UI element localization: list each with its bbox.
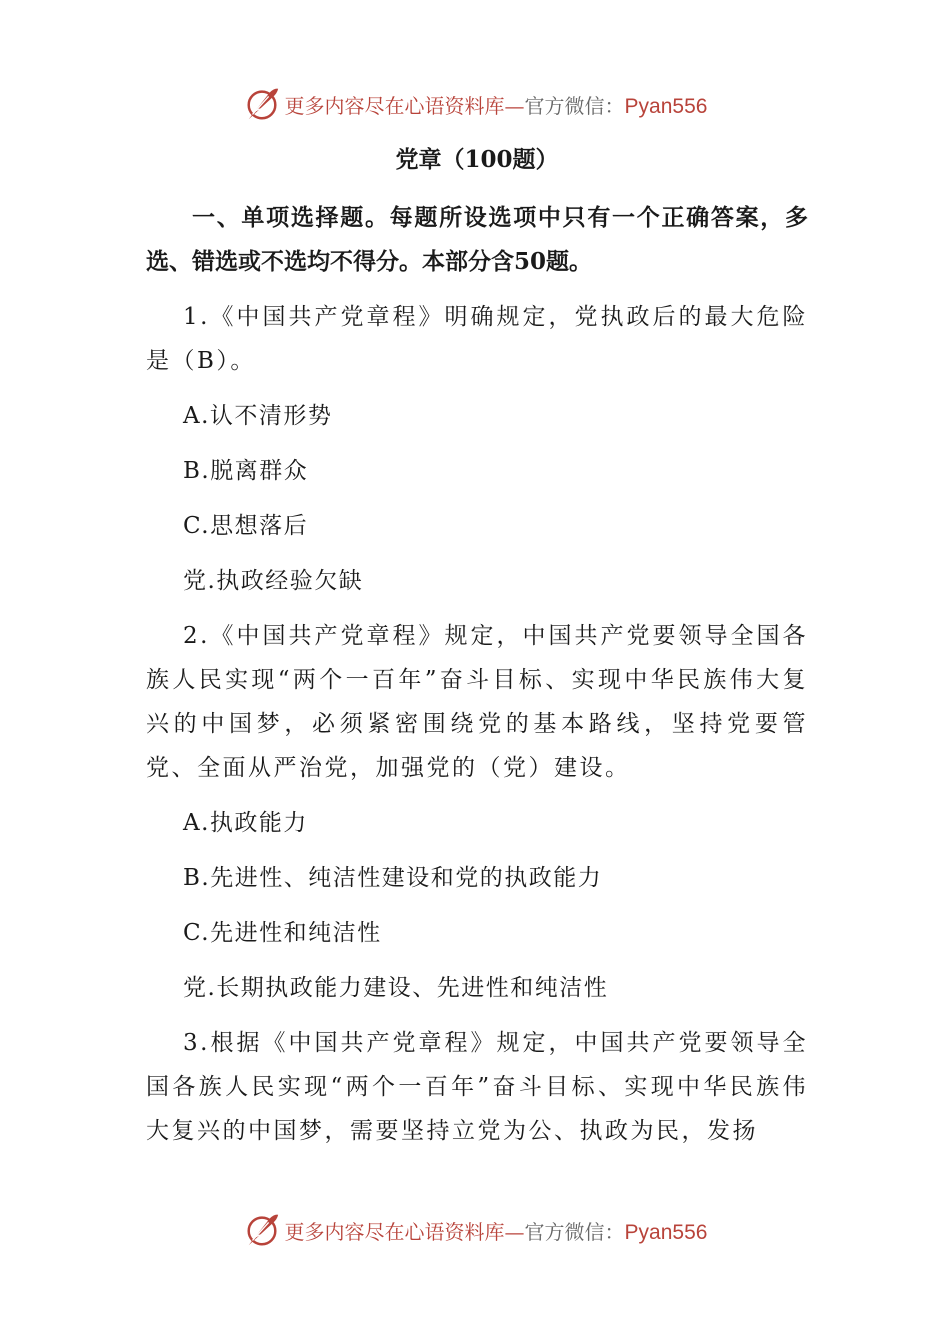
answer-option: B.脱离群众 [183, 458, 309, 484]
wechat-id: Pyan556 [624, 94, 708, 118]
question-stem: 3.根据《中国共产党章程》规定，中国共产党要领导全国各族人民实现“两个一百年”奋斗目标、实现中华民族伟大复兴的中国梦，需要坚持立党为公、执政为民，发扬 [146, 1030, 808, 1144]
question-stem: 1.《中国共产党章程》明确规定，党执政后的最大危险是（B）。 [146, 304, 808, 374]
answer-option: A.认不清形势 [183, 403, 333, 429]
quill-pen-logo-icon [243, 1211, 281, 1249]
answer-option: C.思想落后 [183, 513, 309, 539]
answer-option: C.先进性和纯洁性 [183, 920, 382, 946]
watermark-banner-top [0, 82, 950, 126]
watermark-text: 更多内容尽在心语资料库—官方微信：Pyan556 [284, 93, 708, 118]
wechat-label: 官方微信： [524, 1219, 625, 1244]
quill-pen-logo-icon [243, 85, 281, 123]
section-heading: 一、单项选择题。每题所设选项中只有一个正确答案，多选、错选或不选均不得分。本部分含50题。 [146, 204, 808, 275]
watermark-banner-bottom [0, 1208, 950, 1252]
answer-option: A.执政能力 [183, 810, 308, 836]
answer-option: 党.执政经验欠缺 [183, 568, 364, 594]
wechat-id: Pyan556 [624, 1220, 708, 1244]
page-title: 党章（100题） [395, 146, 559, 173]
question-stem: 2.《中国共产党章程》规定，中国共产党要领导全国各族人民实现“两个一百年”奋斗目标、实现中华民族伟大复兴的中国梦，必须紧密围绕党的基本路线，坚持党要管党、全面从严治党，加强党的（党）建设。 [146, 623, 808, 781]
document-body [146, 140, 808, 1164]
answer-option: B.先进性、纯洁性建设和党的执政能力 [183, 865, 603, 891]
answer-option: 党.长期执政能力建设、先进性和纯洁性 [183, 975, 609, 1001]
wechat-label: 官方微信： [524, 93, 625, 118]
watermark-text: 更多内容尽在心语资料库—官方微信：Pyan556 [284, 1219, 708, 1244]
